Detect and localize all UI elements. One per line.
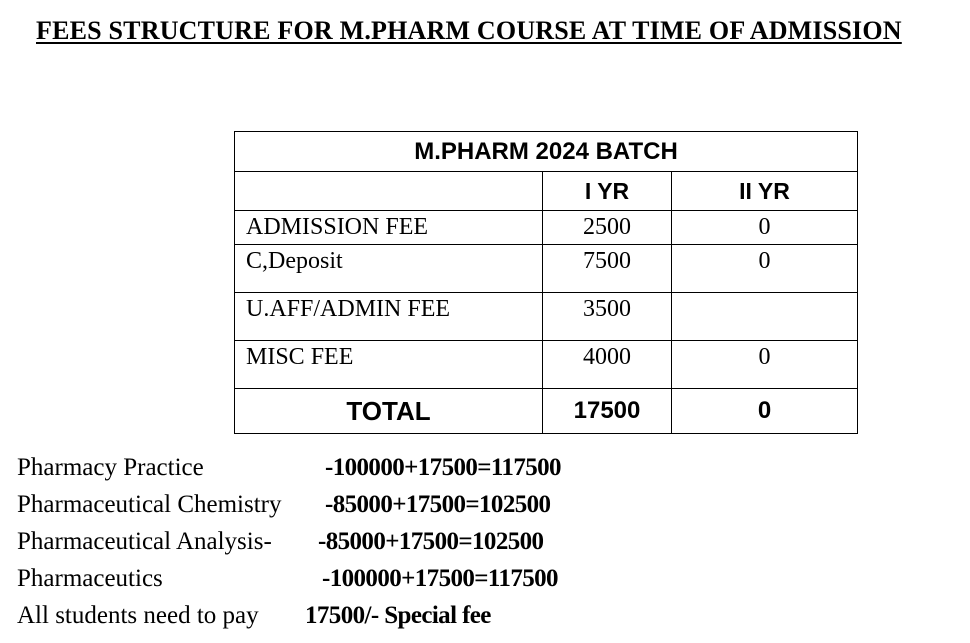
total-year-2: 0 [672, 389, 858, 434]
table-row [235, 245, 858, 293]
table-row [235, 341, 858, 389]
note-text: All students need to pay [17, 602, 259, 629]
year-1-value: 2500 [543, 211, 672, 245]
column-header-year-2: II YR [672, 172, 858, 211]
year-2-value: 0 [672, 211, 858, 245]
column-header-year-1: I YR [543, 172, 672, 211]
row-label: U.AFF/ADMIN FEE [235, 293, 543, 341]
year-1-value: 7500 [543, 245, 672, 293]
specialization-name: Pharmaceutical Chemistry [17, 491, 282, 518]
table-row [235, 293, 858, 341]
year-2-value [672, 293, 858, 341]
specialization-name: Pharmaceutics [17, 565, 163, 592]
page-title: FEES STRUCTURE FOR M.PHARM COURSE AT TIME OF ADMISSION [36, 16, 902, 45]
specialization-fee: -85000+17500=102500 [318, 528, 544, 555]
specialization-fee: -85000+17500=102500 [325, 491, 551, 518]
column-header-blank [235, 172, 543, 211]
row-label: C,Deposit [235, 245, 543, 293]
total-year-1: 17500 [543, 389, 672, 434]
specialization-fee: -100000+17500=117500 [325, 454, 561, 481]
specialization-name: Pharmaceutical Analysis- [17, 528, 272, 555]
specialization-name: Pharmacy Practice [17, 454, 204, 481]
total-label: TOTAL [235, 389, 543, 434]
total-row [235, 389, 858, 434]
specialization-fee: -100000+17500=117500 [322, 565, 558, 592]
year-2-value: 0 [672, 245, 858, 293]
fees-table [234, 131, 858, 434]
year-1-value: 4000 [543, 341, 672, 389]
note-value: 17500/- Special fee [305, 602, 491, 629]
row-label: MISC FEE [235, 341, 543, 389]
row-label: ADMISSION FEE [235, 211, 543, 245]
table-row [235, 211, 858, 245]
table-title: M.PHARM 2024 BATCH [235, 132, 858, 172]
year-1-value: 3500 [543, 293, 672, 341]
year-2-value: 0 [672, 341, 858, 389]
